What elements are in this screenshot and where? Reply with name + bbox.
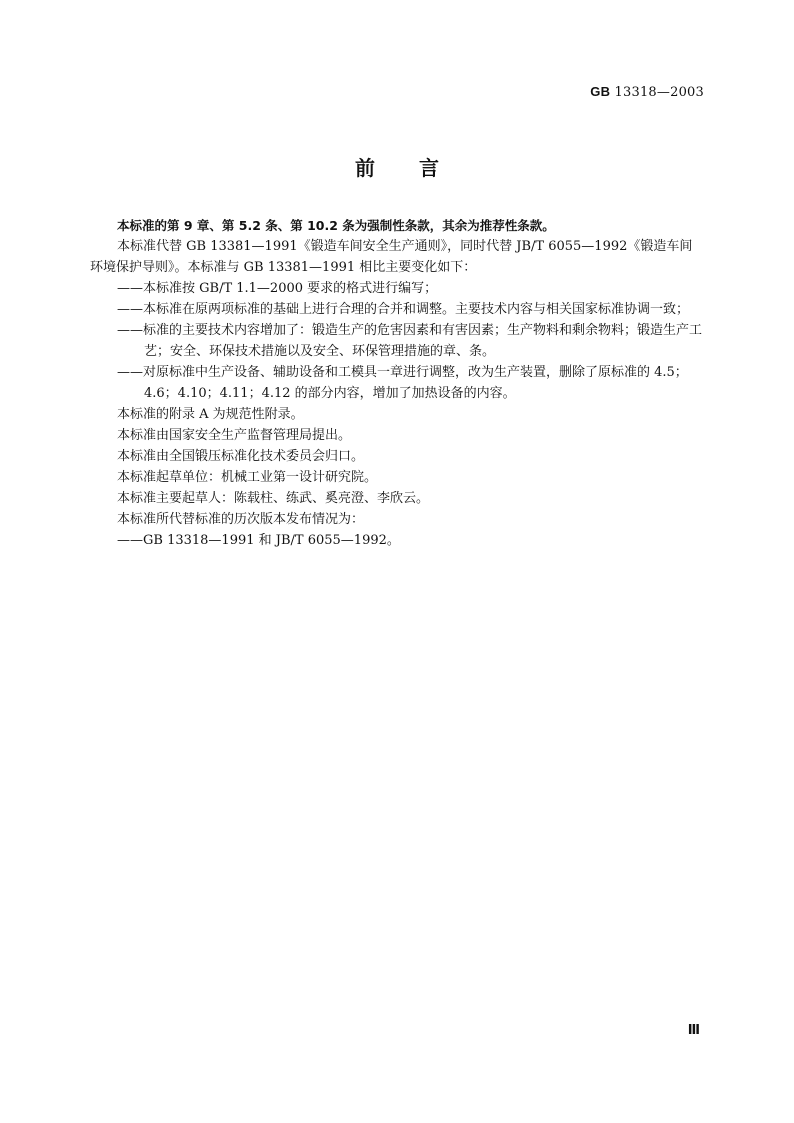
change-item-content: ——标准的主要技术内容增加了：锻造生产的危害因素和有害因素；生产物料和剩余物料；锻造生产工艺；安全、环保技术措施以及安全、环保管理措施的章、条。 (117, 323, 703, 359)
replacement-statement: 本标准代替 GB 13381—1991《锻造车间安全生产通则》，同时代替 JB/T 6055—1992《锻造车间环境保护导则》。本标准与 GB 13381—1991 相比主要变化如下： (90, 239, 693, 275)
drafters-statement: 本标准主要起草人：陈载柱、练武、奚亮澄、李欣云。 (117, 491, 430, 506)
page-number: Ⅲ (687, 1022, 700, 1037)
change-item-format: ——本标准按 GB/T 1.1—2000 要求的格式进行编写； (117, 281, 438, 296)
history-statement: 本标准所代替标准的历次版本发布情况为： (117, 512, 365, 527)
drafting-unit-statement: 本标准起草单位：机械工业第一设计研究院。 (117, 470, 378, 485)
committee-statement: 本标准由全国锻压标准化技术委员会归口。 (117, 449, 365, 464)
change-item-equipment: ——对原标准中生产设备、辅助设备和工模具一章进行调整，改为生产装置，删除了原标准的 4.5；4.6；4.10；4.11；4.12 的部分内容，增加了加热设备的内容。 (117, 365, 688, 401)
history-item: ——GB 13318—1991 和 JB/T 6055—1992。 (117, 533, 400, 548)
standard-number-header (590, 84, 704, 100)
change-item-merge: ——本标准在原两项标准的基础上进行合理的合并和调整。主要技术内容与相关国家标准协调一致； (117, 302, 690, 317)
page-title: 前言 (355, 156, 483, 180)
standard-number: 13318—2003 (614, 85, 704, 100)
annex-statement: 本标准的附录 A 为规范性附录。 (117, 407, 304, 422)
standard-prefix: GB (590, 84, 611, 99)
foreword-body (90, 215, 705, 551)
mandatory-clauses-statement: 本标准的第 9 章、第 5.2 条、第 10.2 条为强制性条款，其余为推荐性条款。 (117, 218, 555, 233)
proposer-statement: 本标准由国家安全生产监督管理局提出。 (117, 428, 352, 443)
